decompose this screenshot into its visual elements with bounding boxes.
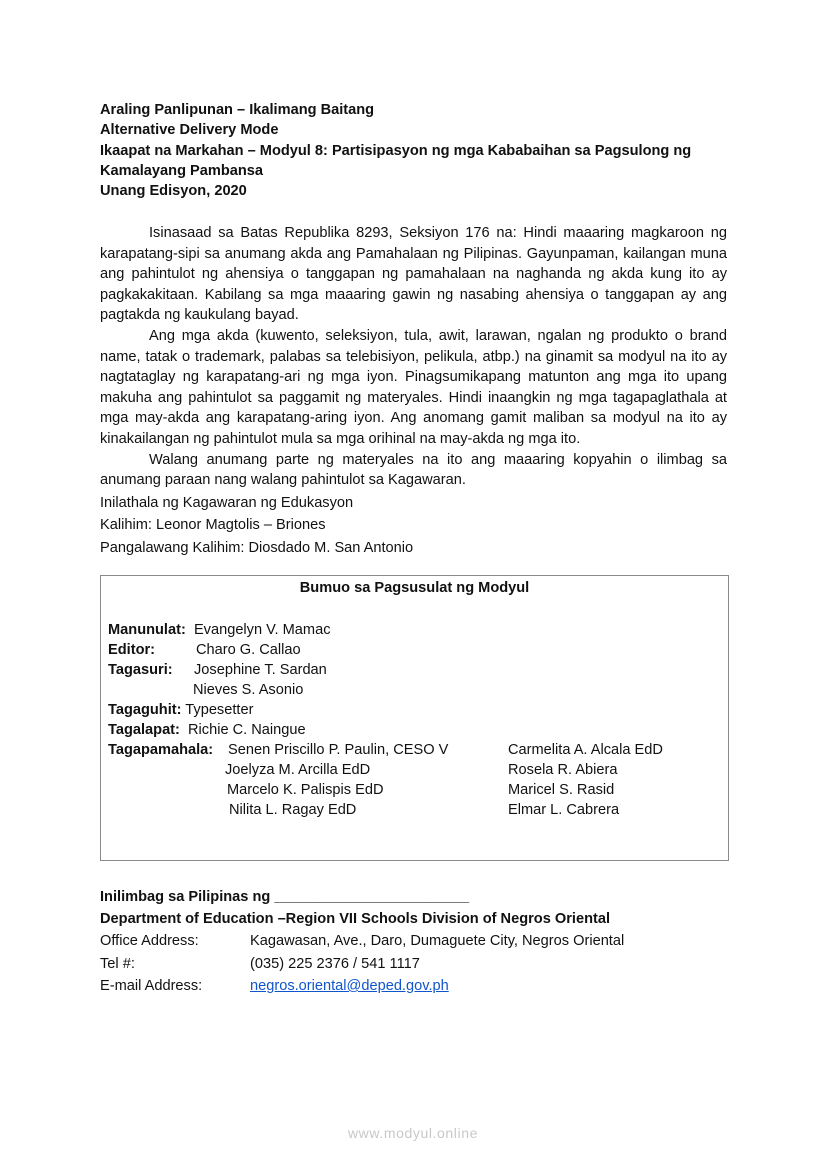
management-member: Nilita L. Ragay EdD — [229, 802, 357, 818]
email-row — [100, 975, 740, 998]
module-title-line-1: Ikaapat na Markahan – Modyul 8: Partisipasyon ng mga Kababaihan sa Pagsulong ng — [100, 142, 692, 159]
illustrator-label: Tagaguhit: — [108, 702, 182, 718]
illustrator-name: Typesetter — [185, 702, 254, 718]
management-member: Senen Priscillo P. Paulin, CESO V — [228, 742, 449, 758]
copyright-paragraph: Ang mga akda (kuwento, seleksiyon, tula, awit, larawan, ngalan ng produkto o brand name, tatak o trademark, palabas sa telebisiyon, pelikula, atbp.) na ginamit sa modyul na ito ay nagtataglay ng karapatang-ari ng mga iyon. Pinagsumikapang matunton ang mga ito upang makuha ang pahintulot sa paggamit ng materyales. Hindi inaangkin ng mga tagapaglathala at mga may-akda ang karapatang-aring iyon. Ang anomang gamit maliban sa modyul na ito ay kinakailangan ng pahintulot mula sa mga orihinal na may-akda ng mga ito. — [100, 327, 727, 447]
management-row — [108, 740, 213, 760]
credits-title: Bumuo sa Pagsusulat ng Modyul — [299, 580, 530, 596]
watermark: www.modyul.online — [347, 1125, 479, 1141]
office-address-value: Kagawasan, Ave., Daro, Dumaguete City, Negros Oriental — [250, 933, 625, 949]
email-label: E-mail Address: — [100, 978, 203, 994]
reviewer-label: Tagasuri: — [108, 662, 173, 678]
writer-row — [108, 620, 331, 640]
management-member: Joelyza M. Arcilla EdD — [225, 762, 371, 778]
management-member: Maricel S. Rasid — [508, 782, 615, 798]
illustrator-row — [108, 700, 253, 720]
layout-artist-label: Tagalapat: — [108, 722, 180, 738]
copyright-paragraph: Walang anumang parte ng materyales na ito ang maaaring kopyahin o ilimbag sa anumang paraan nang walang pahintulot sa Kagawaran. — [100, 451, 727, 489]
reviewer-name: Nieves S. Asonio — [193, 682, 304, 698]
editor-name: Charo G. Callao — [196, 642, 301, 658]
layout-artist-name: Richie C. Naingue — [188, 722, 306, 738]
department-line: Department of Education –Region VII Schools Division of Negros Oriental — [100, 910, 611, 927]
office-address-row — [100, 930, 740, 953]
edition-line: Unang Edisyon, 2020 — [100, 183, 247, 200]
credits-box — [100, 575, 729, 861]
email-link[interactable]: negros.oriental@deped.gov.ph — [250, 978, 449, 994]
secretary-line: Kalihim: Leonor Magtolis – Briones — [100, 517, 326, 534]
management-label: Tagapamahala: — [108, 742, 214, 758]
management-member: Marcelo K. Palispis EdD — [227, 782, 384, 798]
telephone-row — [100, 953, 740, 976]
telephone-value: (035) 225 2376 / 541 1117 — [250, 955, 420, 972]
undersecretary-line: Pangalawang Kalihim: Diosdado M. San Antonio — [100, 539, 414, 556]
publisher-line: Inilathala ng Kagawaran ng Edukasyon — [100, 494, 354, 511]
mode-line: Alternative Delivery Mode — [100, 122, 279, 139]
editor-label: Editor: — [108, 642, 156, 658]
management-member: Elmar L. Cabrera — [508, 802, 620, 818]
module-title-line-2: Kamalayang Pambansa — [100, 162, 264, 179]
office-address-label: Office Address: — [100, 933, 199, 949]
telephone-label: Tel #: — [100, 955, 135, 972]
title-block — [100, 100, 740, 201]
reviewer-row — [108, 660, 327, 680]
copyright-notice — [100, 223, 727, 559]
publication-footer — [100, 887, 740, 998]
layout-artist-row — [108, 720, 306, 740]
reviewer-name: Josephine T. Sardan — [194, 662, 327, 678]
writer-label: Manunulat: — [108, 622, 186, 638]
copyright-paragraph: Isinasaad sa Batas Republika 8293, Seksiyon 176 na: Hindi maaaring magkaroon ng karapatang-sipi sa anumang akda ang Pamahalaan ng Pilipinas. Gayunpaman, kailangan muna ang pahintulot ng ahensiya o tanggapan ng pamahalaan na naghanda ng akda kung ito ay pagkakakitaan. Kabilang sa mga maaaring gawin ng nasabing ahensiya o tanggapan ay ang pagtakda ng kaukulang bayad. — [100, 225, 727, 324]
subject-line: Araling Panlipunan – Ikalimang Baitang — [100, 102, 375, 118]
writer-name: Evangelyn V. Mamac — [193, 622, 331, 638]
printed-line: Inilimbag sa Pilipinas ng ________________________ — [100, 889, 470, 905]
management-member: Rosela R. Abiera — [508, 762, 618, 778]
management-member: Carmelita A. Alcala EdD — [508, 742, 663, 758]
editor-row — [108, 640, 301, 660]
